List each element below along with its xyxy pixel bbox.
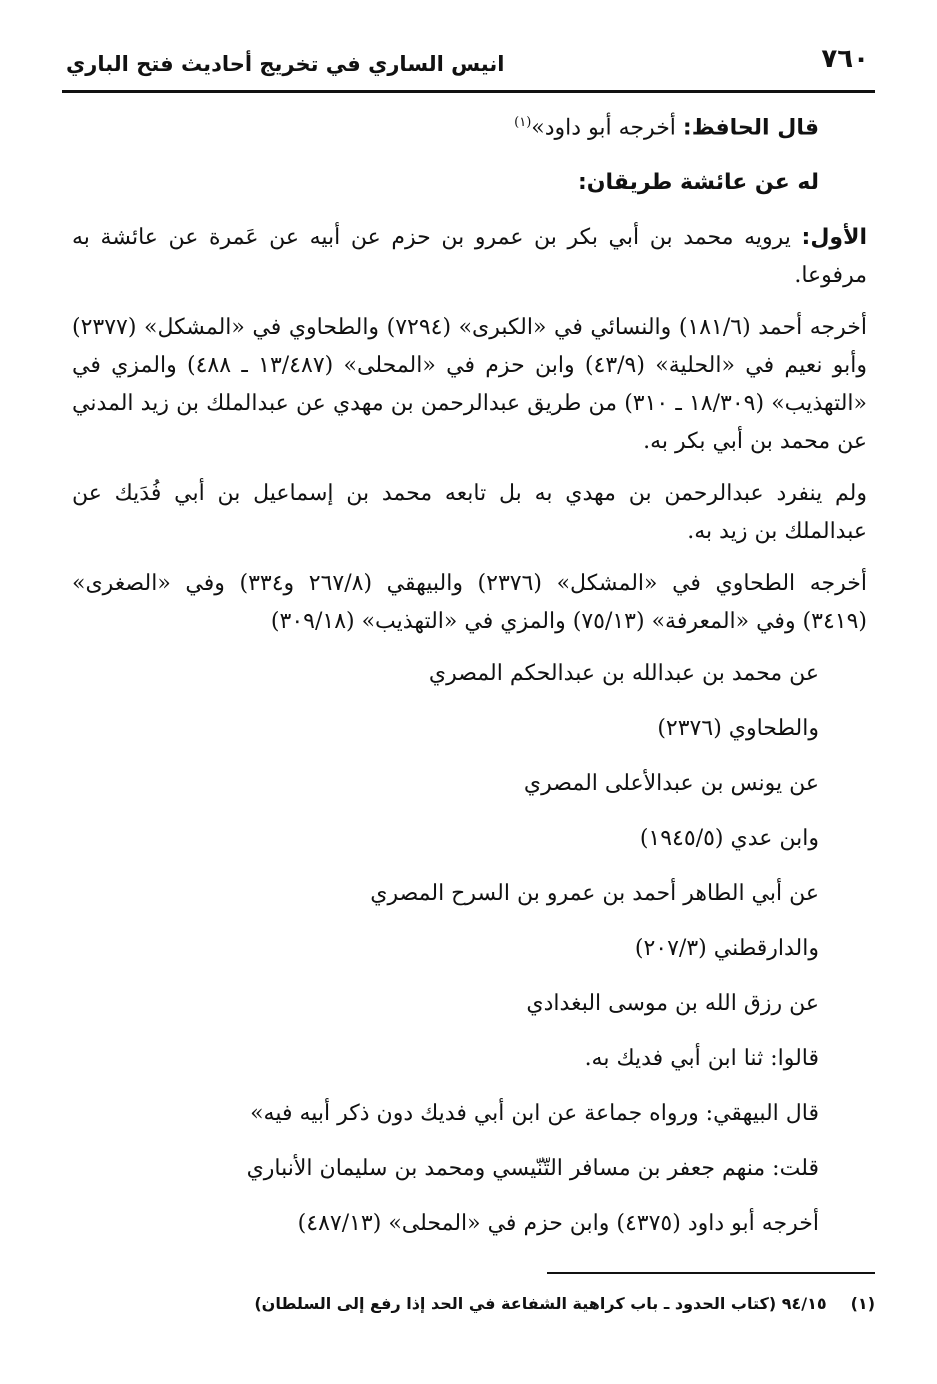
author-note-line: قلت: منهم جعفر بن مسافر التّنّيسي ومحمد بن سليمان الأنباري (246, 1156, 819, 1182)
paragraph-takhrij-1: أخرجه أحمد (١٨١/٦) والنسائي في «الكبرى» (٧٢٩٤) والطحاوي في «المشكل» (٢٣٧٧) وأبو نعيم في «الحلية» (٤٣/٩) وابن حزم في «المحلى» (١٣/٤٨٧ ـ ٤٨٨) والمزي في «التهذيب» (١٨/٣٠٩ ـ ٣١٠) من طريق عبدالرحمن بن مهدي عن عبدالملك بن زيد المدني عن محمد بن أبي بكر به. (72, 315, 867, 455)
page-number: ٧٦٠ (821, 44, 869, 74)
hafiz-quote-line (72, 104, 819, 147)
paragraph-first-route (72, 219, 867, 295)
bayhaqi-quote-line: قال البيهقي: ورواه جماعة عن ابن أبي فديك دون ذكر أبيه فيه» (250, 1101, 819, 1127)
hafiz-quote-text: أخرجه أبو داود» (531, 115, 683, 141)
chain-line: عن محمد بن عبدالله بن عبدالحكم المصري (428, 661, 819, 687)
chain-line: والدارقطني (٢٠٧/٣) (634, 936, 819, 962)
page-header (62, 42, 875, 93)
first-label: الأول: (801, 225, 867, 251)
chain-line: والطحاوي (٢٣٧٦) (657, 716, 819, 742)
footnote-text: ٩٤/١٥ (كتاب الحدود ـ باب كراهية الشفاعة في الحد إذا رفع إلى السلطان) (254, 1294, 827, 1313)
footnote-divider (547, 1272, 875, 1274)
footnote-marker: (١) (850, 1294, 875, 1313)
running-title: انيس الساري في تخريج أحاديث فتح الباري (66, 52, 505, 76)
section-heading: له عن عائشة طريقان: (577, 170, 819, 196)
hafiz-label: قال الحافظ: (682, 115, 819, 141)
paragraph-takhrij-2: أخرجه الطحاوي في «المشكل» (٢٣٧٦) والبيهقي (٢٦٧/٨ و٣٣٤) وفي «الصغرى» (٣٤١٩) وفي «المعرفة» (٧٥/١٣) والمزي في «التهذيب» (٣٠٩/١٨) (72, 571, 867, 635)
chain-line: قالوا: ثنا ابن أبي فديك به. (584, 1046, 819, 1072)
chain-line: وابن عدي (١٩٤٥/٥) (639, 826, 819, 852)
footnote-ref: (١) (514, 115, 532, 130)
paragraph-mutabaah: ولم ينفرد عبدالرحمن بن مهدي به بل تابعه محمد بن إسماعيل بن أبي فُدَيك عن عبدالملك بن زيد به. (72, 481, 867, 545)
chain-line: عن رزق الله بن موسى البغدادي (526, 991, 819, 1017)
footnote (62, 1290, 875, 1318)
chain-line: عن أبي الطاهر أحمد بن عمرو بن السرح المصري (370, 881, 819, 907)
chain-line: عن يونس بن عبدالأعلى المصري (523, 771, 819, 797)
takhrij-line: أخرجه أبو داود (٤٣٧٥) وابن حزم في «المحلى» (٤٨٧/١٣) (297, 1211, 819, 1237)
first-route-text: يرويه محمد بن أبي بكر بن عمرو بن حزم عن أبيه عن عَمرة عن عائشة به مرفوعا. (72, 225, 867, 289)
page-body (72, 104, 867, 1260)
